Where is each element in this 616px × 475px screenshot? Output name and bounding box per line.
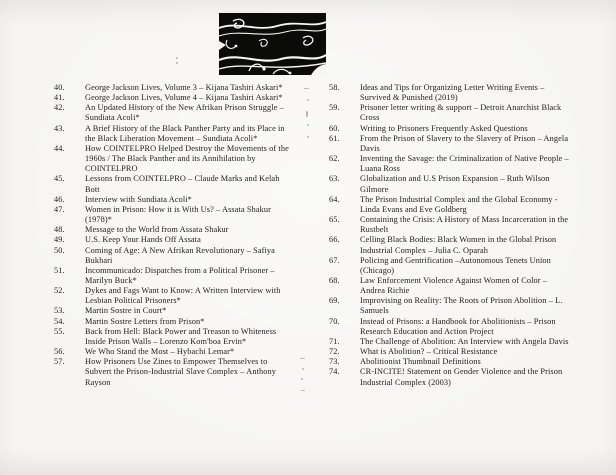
scan-artifact <box>304 88 309 89</box>
entry-title: The Challenge of Abolition: An Interview with Angela Davis <box>360 336 569 346</box>
entry-title: Back from Hell: Black Power and Treason to Whiteness Inside Prison Walls – Lorenzo Kom'boa Ervin* <box>85 326 277 346</box>
toc-entry <box>329 357 595 367</box>
entry-number: 51. <box>54 265 65 275</box>
toc-entry <box>329 347 595 357</box>
entry-number: 48. <box>54 225 65 235</box>
toc-entry <box>329 276 595 296</box>
scan-artifact <box>302 368 304 370</box>
toc-column-right <box>329 83 595 388</box>
entry-title: We Who Stand the Most – Hybachi Lemar* <box>85 347 235 357</box>
entry-number: 55. <box>54 326 65 336</box>
entry-number: 73. <box>329 357 340 367</box>
entry-number: 70. <box>329 316 340 326</box>
scan-artifact <box>306 111 308 117</box>
entry-title: Abolitionist Thumbnail Definitions <box>360 357 481 367</box>
toc-entry <box>329 256 595 276</box>
entry-title: CR-INCITE! Statement on Gender Violence and the Prison Industrial Complex (2003) <box>360 367 563 387</box>
entry-number: 50. <box>54 245 65 255</box>
toc-entry <box>329 83 595 103</box>
entry-title: Globalization and U.S Prison Expansion – Ruth Wilson Gilmore <box>360 174 550 194</box>
entry-number: 71. <box>329 336 340 346</box>
entry-number: 74. <box>329 367 340 377</box>
entry-title: Ideas and Tips for Organizing Letter Writing Events – Survived & Punished (2019) <box>360 83 545 103</box>
toc-entry <box>54 93 308 103</box>
entry-title: How Prisoners Use Zines to Empower Themselves to Subvert the Prison-Industrial Slave Complex – Anthony Rayson <box>85 357 277 387</box>
toc-entry <box>54 286 308 306</box>
entry-title: A Brief History of the Black Panther Party and its Place in the Black Liberation Movement – Sundiata Acoli* <box>85 123 285 143</box>
toc-entry <box>329 174 595 194</box>
toc-entry <box>54 327 308 347</box>
toc-entry <box>54 347 308 357</box>
entry-title: Instead of Prisons: a Handbook for Abolitionists – Prison Research Education and Action Project <box>360 316 556 336</box>
entry-title: Dykes and Fags Want to Know: A Written Interview with Lesbian Political Prisoners* <box>85 286 281 306</box>
entry-title: Containing the Crisis: A History of Mass Incarceration in the Rustbelt <box>360 215 569 235</box>
entry-title: From the Prison of Slavery to the Slavery of Prison – Angela Davis <box>360 133 569 153</box>
entry-title: George Jackson Lives, Volume 4 – Kijana Tashiri Askari* <box>85 93 283 103</box>
entry-title: Celling Black Bodies: Black Women in the Global Prison Industrial Complex – Julia C. Oparah <box>360 235 557 255</box>
entry-number: 56. <box>54 347 65 357</box>
entry-title: Writing to Prisoners Frequently Asked Questions <box>360 123 528 133</box>
entry-title: Policing and Gentrification –Autonomous Tenets Union (Chicago) <box>360 255 551 275</box>
toc-entry <box>54 246 308 266</box>
toc-entry <box>54 195 308 205</box>
entry-title: What is Abolition? – Critical Resistance <box>360 347 498 357</box>
toc-entry <box>329 103 595 123</box>
entry-title: Law Enforcement Violence Against Women of Color – Andrea Richie <box>360 275 548 296</box>
entry-number: 63. <box>329 174 340 184</box>
toc-entry <box>329 134 595 154</box>
toc-entry <box>54 205 308 225</box>
entry-number: 67. <box>329 255 340 265</box>
entry-title: Prisoner letter writing & support – Detroit Anarchist Black Cross <box>360 103 562 123</box>
scan-artifact <box>301 390 305 391</box>
entry-number: 72. <box>329 347 340 357</box>
woodcut-wave-art <box>219 13 326 75</box>
entry-number: 64. <box>329 194 340 204</box>
toc-entry <box>329 367 595 387</box>
entry-title: Inventing the Savage: the Criminalization of Native People – Luana Ross <box>360 154 569 174</box>
entry-number: 43. <box>54 123 65 133</box>
scan-artifact <box>301 378 303 380</box>
entry-title: George Jackson Lives, Volume 3 – Kijana Tashiri Askari* <box>85 83 283 92</box>
entry-title: Women in Prison: How it is With Us? – Assata Shakur (1978)* <box>85 204 272 225</box>
entry-number: 44. <box>54 143 65 153</box>
toc-entry <box>329 195 595 215</box>
toc-entry <box>54 235 308 245</box>
entry-title: Interview with Sundiata Acoli* <box>85 194 192 204</box>
entry-number: 53. <box>54 306 65 316</box>
entry-number: 46. <box>54 194 65 204</box>
scan-artifact <box>307 99 309 101</box>
entry-number: 49. <box>54 235 65 245</box>
toc-entry <box>329 154 595 174</box>
toc-entry <box>54 103 308 123</box>
entry-number: 45. <box>54 174 65 184</box>
entry-title: Improvising on Reality: The Roots of Prison Abolition – L. Samuels <box>360 296 563 316</box>
scan-artifact <box>307 124 309 126</box>
entry-number: 42. <box>54 103 65 113</box>
entry-number: 57. <box>54 357 65 367</box>
toc-entry <box>54 317 308 327</box>
entry-title: Incommunicado: Dispatches from a Political Prisoner – Marilyn Buck* <box>85 265 275 285</box>
entry-title: Coming of Age: A New Afrikan Revolutionary – Safiya Bukhari <box>85 245 275 265</box>
toc-column-left <box>54 83 308 388</box>
entry-title: The Prison Industrial Complex and the Global Economy - Linda Evans and Eve Goldberg <box>360 194 558 214</box>
toc-entry <box>54 124 308 144</box>
toc-entry <box>54 144 308 174</box>
toc-entry <box>329 337 595 347</box>
scan-artifact <box>300 358 305 359</box>
toc-entry <box>54 266 308 286</box>
entry-title: How COINTELPRO Helped Destroy the Movements of the 1960s / The Black Panther and its Annihilation by COINTELPRO <box>85 143 289 174</box>
entry-number: 58. <box>329 83 340 92</box>
scan-artifact <box>176 62 178 64</box>
entry-title: Lessons from COINTELPRO – Claude Marks and Kelah Bott <box>85 174 280 194</box>
entry-number: 62. <box>329 154 340 164</box>
entry-title: An Updated History of the New Afrikan Prison Struggle – Sundiata Acoli* <box>85 103 284 123</box>
entry-number: 47. <box>54 204 65 214</box>
entry-number: 69. <box>329 296 340 306</box>
entry-number: 52. <box>54 286 65 296</box>
toc-entry <box>54 357 308 387</box>
entry-number: 54. <box>54 316 65 326</box>
toc-entry <box>329 124 595 134</box>
toc-entry <box>329 215 595 235</box>
entry-number: 66. <box>329 235 340 245</box>
toc-entry <box>54 306 308 316</box>
entry-number: 61. <box>329 133 340 143</box>
toc-entry <box>54 174 308 194</box>
toc-entry <box>54 83 308 93</box>
toc-entry <box>329 296 595 316</box>
scan-artifact <box>176 57 178 59</box>
toc-entry <box>54 225 308 235</box>
entry-title: U.S. Keep Your Hands Off Assata <box>85 235 201 245</box>
entry-number: 59. <box>329 103 340 113</box>
toc-entry <box>329 317 595 337</box>
entry-number: 60. <box>329 123 340 133</box>
entry-title: Martin Sostre in Court* <box>85 306 167 316</box>
entry-number: 41. <box>54 93 65 103</box>
entry-number: 68. <box>329 275 340 285</box>
entry-number: 40. <box>54 83 65 92</box>
toc-entry <box>329 235 595 255</box>
woodcut-banner-image <box>219 13 326 75</box>
entry-title: Martin Sostre Letters from Prison* <box>85 316 205 326</box>
scan-artifact <box>307 136 309 138</box>
entry-number: 65. <box>329 215 340 225</box>
entry-title: Message to the World from Assata Shakur <box>85 225 229 235</box>
